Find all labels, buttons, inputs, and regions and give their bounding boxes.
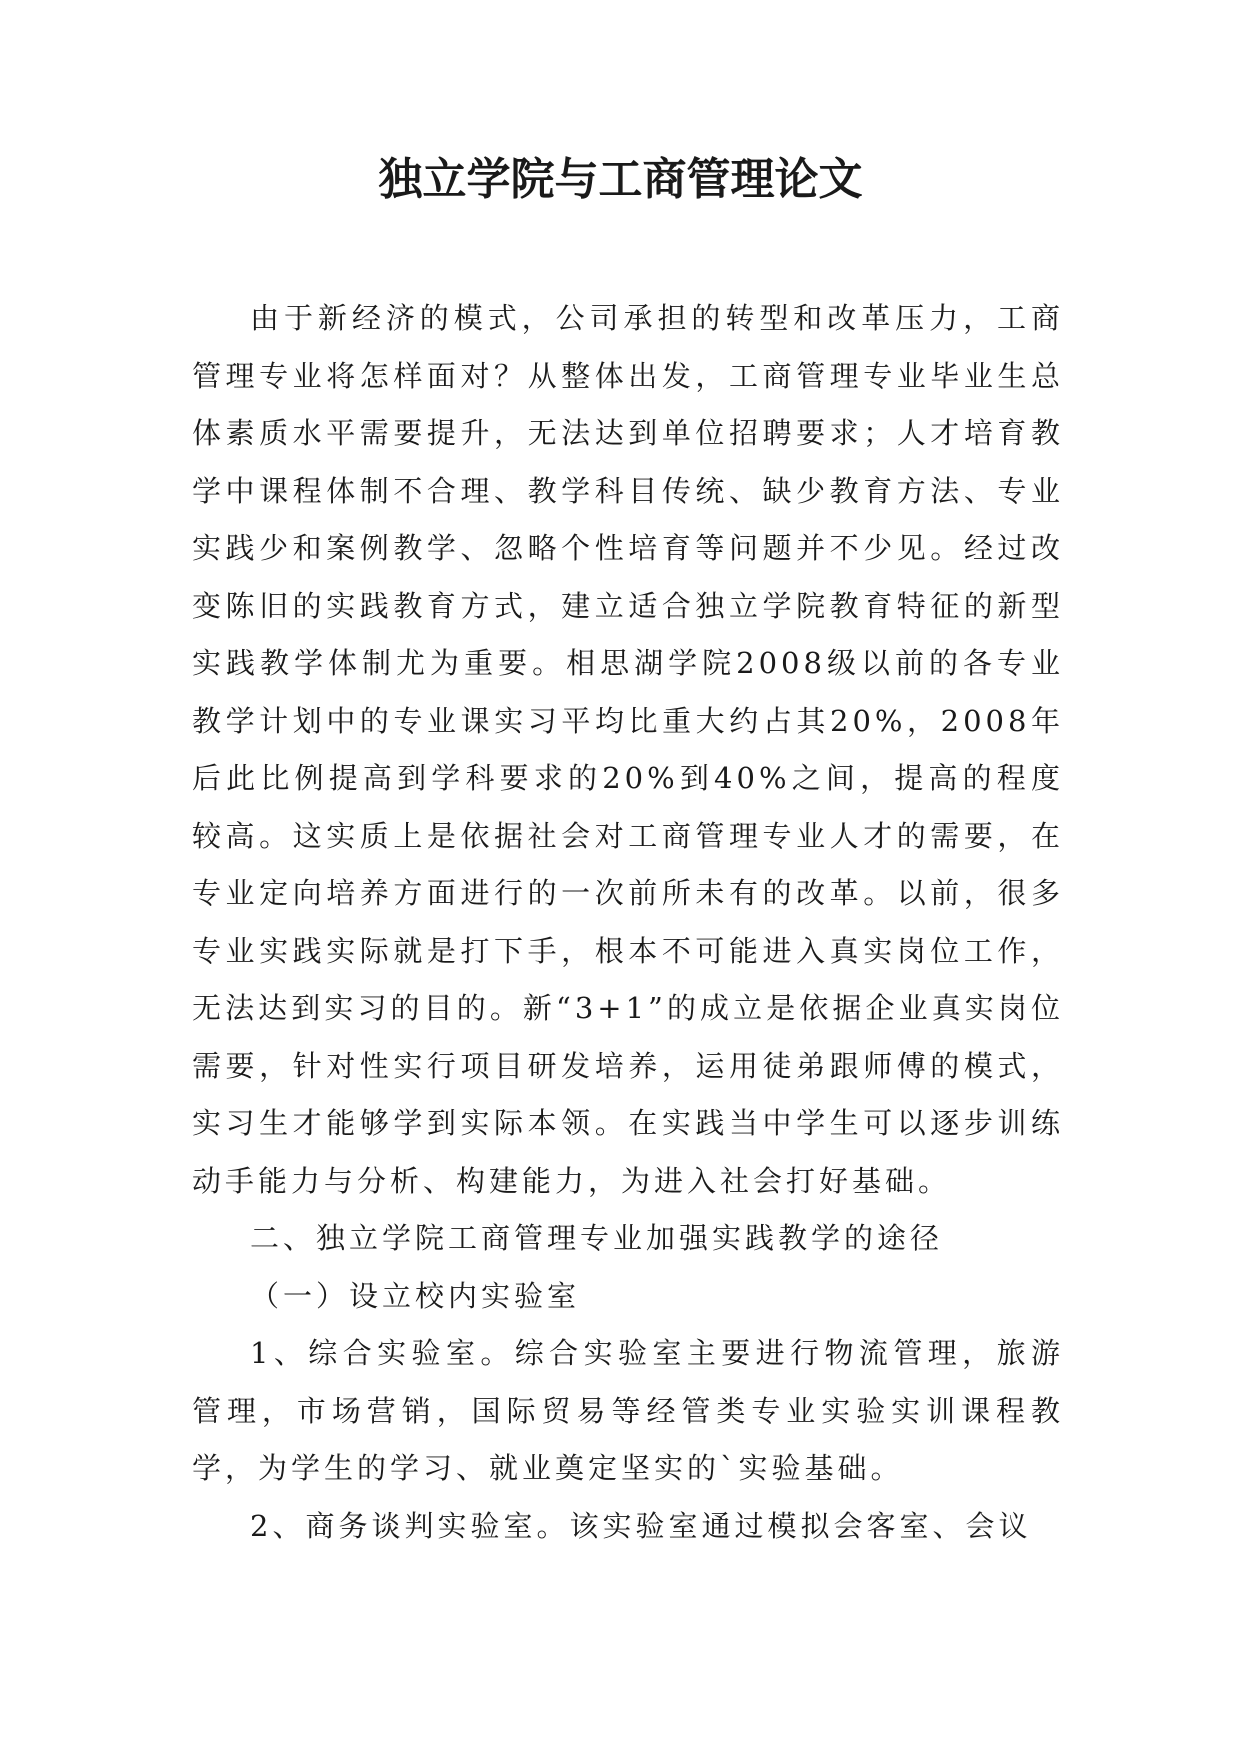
paragraph-lab-2: 2、商务谈判实验室。该实验室通过模拟会客室、会议 (250, 1508, 1032, 1543)
document-body (192, 290, 1064, 1555)
subsection-heading: （一）设立校内实验室 (250, 1278, 581, 1313)
document-title: 独立学院与工商管理论文 (378, 154, 863, 205)
paragraph-lab-1: 1、综合实验室。综合实验室主要进行物流管理，旅游管理，市场营销，国际贸易等经管类专业实验实训课程教学，为学生的学习、就业奠定坚实的`实验基础。 (192, 1336, 1064, 1485)
section-heading: 二、独立学院工商管理专业加强实践教学的途径 (250, 1221, 944, 1255)
paragraph-intro: 由于新经济的模式，公司承担的转型和改革压力，工商管理专业将怎样面对？从整体出发，工商管理专业毕业生总体素质水平需要提升，无法达到单位招聘要求；人才培育教学中课程体制不合理、教学科目传统、缺少教育方法、专业实践少和案例教学、忽略个性培育等问题并不少见。经过改变陈旧的实践教育方式，建立适合独立学院教育特征的新型实践教学体制尤为重要。相思湖学院2008级以前的各专业教学计划中的专业课实习平均比重大约占其20%，2008年后此比例提高到学科要求的20%到40%之间，提高的程度较高。这实质上是依据社会对工商管理专业人才的需要，在专业定向培养方面进行的一次前所未有的改革。以前，很多专业实践实际就是打下手，根本不可能进入真实岗位工作，无法达到实习的目的。新“3+1”的成立是依据企业真实岗位需要，针对性实行项目研发培养，运用徒弟跟师傅的模式，实习生才能够学到实际本领。在实践当中学生可以逐步训练动手能力与分析、构建能力，为进入社会打好基础。 (192, 301, 1064, 1198)
